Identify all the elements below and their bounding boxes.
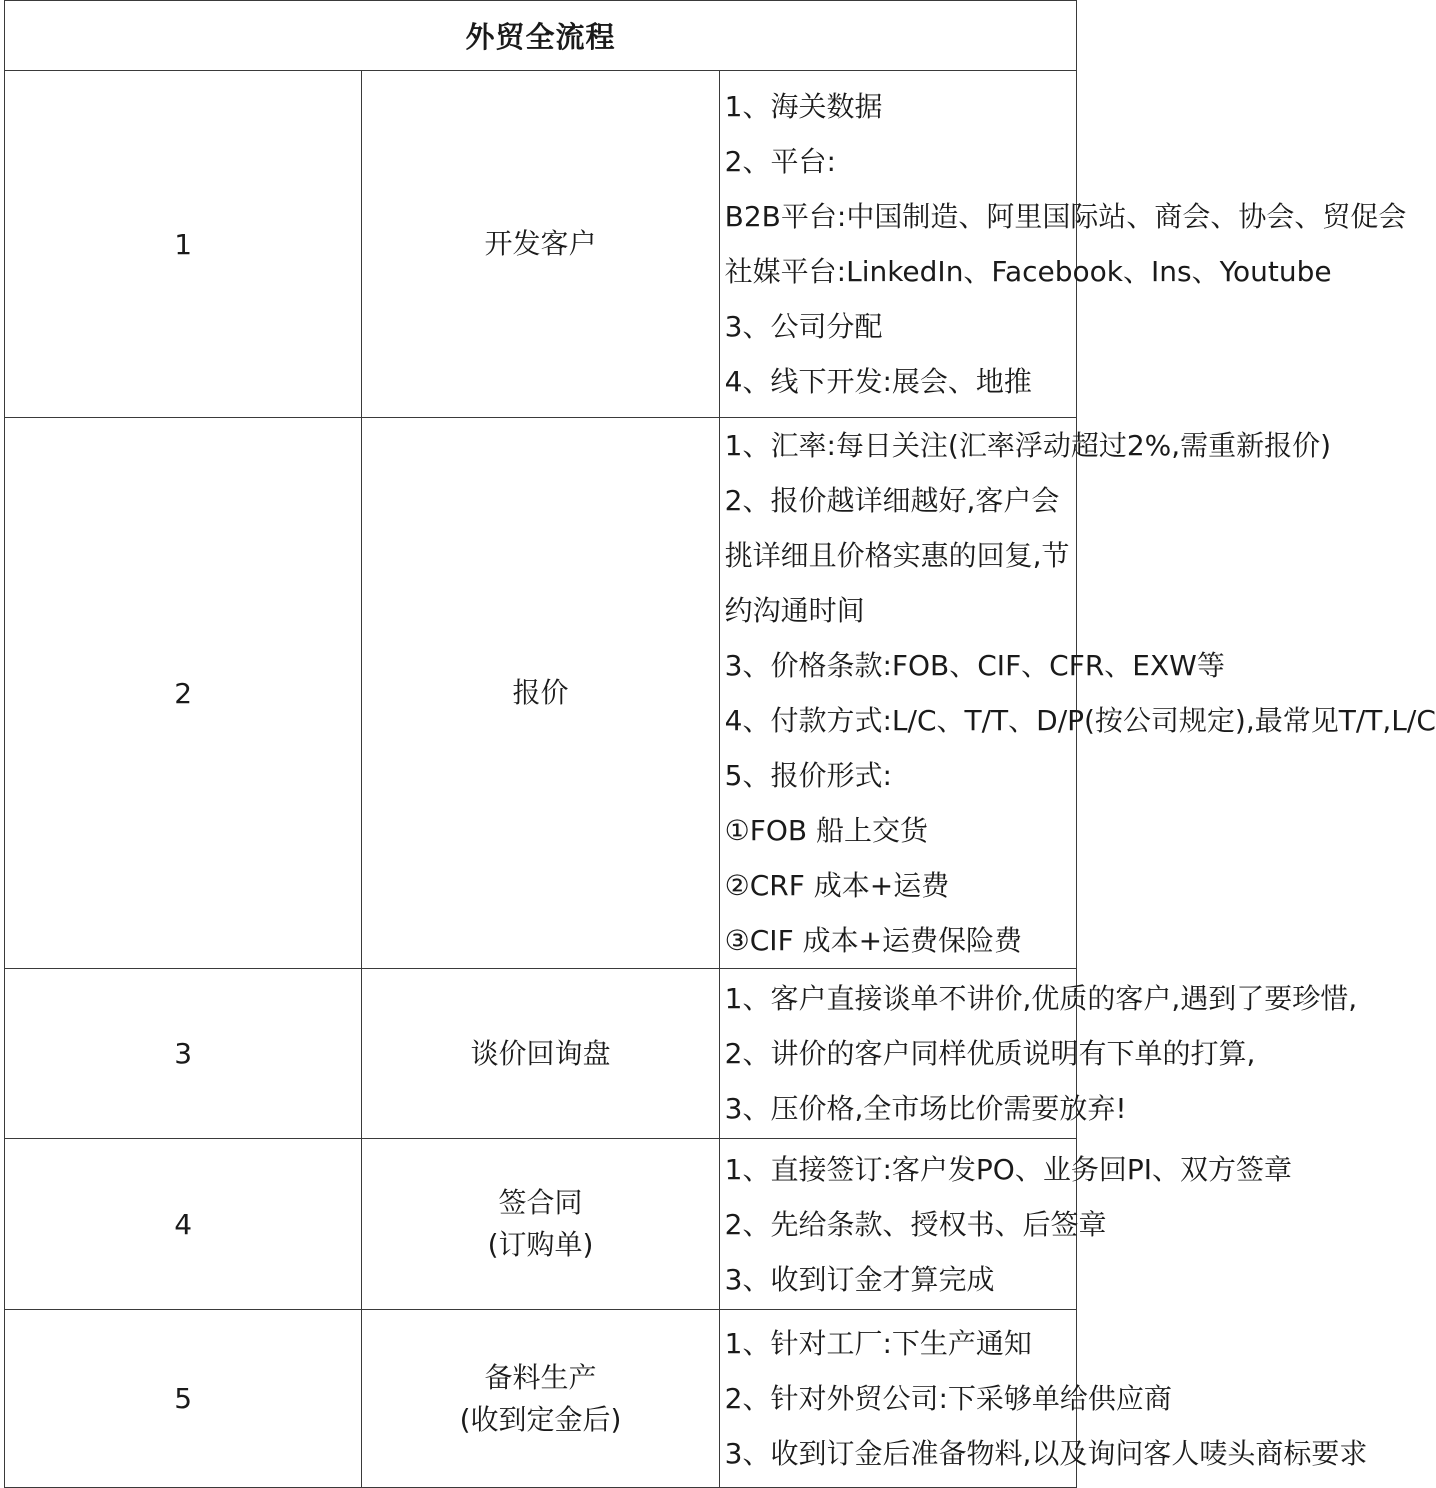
detail-line: 2、讲价的客户同样优质说明有下单的打算, xyxy=(724,1037,1256,1070)
row-number: 1 xyxy=(5,71,362,418)
detail-line: B2B平台:中国制造、阿里国际站、商会、协会、贸促会 xyxy=(724,200,1407,233)
process-table xyxy=(4,0,1436,1488)
step-name xyxy=(362,969,719,1139)
step-name xyxy=(362,1139,719,1310)
step-details xyxy=(719,71,1407,418)
detail-line: 3、价格条款:FOB、CIF、CFR、EXW等 xyxy=(724,649,1225,682)
detail-line: 1、汇率:每日关注(汇率浮动超过2%,需重新报价) xyxy=(724,429,1332,462)
step-details xyxy=(719,1139,1292,1310)
detail-line: ①FOB 船上交货 xyxy=(724,814,929,847)
step-name-line: 谈价回询盘 xyxy=(470,1036,611,1070)
detail-line: 1、直接签订:客户发PO、业务回PI、双方签章 xyxy=(724,1152,1292,1186)
table-row xyxy=(5,71,1077,418)
detail-line: 3、压价格,全市场比价需要放弃! xyxy=(724,1092,1127,1125)
detail-line: 1、客户直接谈单不讲价,优质的客户,遇到了要珍惜, xyxy=(724,982,1358,1015)
detail-line: 3、收到订金才算完成 xyxy=(724,1262,995,1296)
detail-line: 1、针对工厂:下生产通知 xyxy=(724,1327,1032,1360)
table-title: 外贸全流程 xyxy=(5,1,1077,71)
detail-line: 2、针对外贸公司:下采够单给供应商 xyxy=(724,1382,1172,1415)
step-name xyxy=(362,1310,719,1488)
step-name-line: (收到定金后) xyxy=(459,1402,622,1436)
step-name-line: 报价 xyxy=(512,676,569,709)
row-number: 5 xyxy=(5,1310,362,1488)
title-row xyxy=(5,1,1077,71)
step-name-line: (订购单) xyxy=(487,1228,594,1261)
step-details xyxy=(719,418,1436,969)
detail-line: 5、报价形式: xyxy=(724,759,892,792)
row-number: 4 xyxy=(5,1139,362,1310)
step-name xyxy=(362,418,719,969)
step-name-line: 签合同 xyxy=(498,1186,583,1219)
detail-line: 4、线下开发:展会、地推 xyxy=(724,365,1032,398)
step-name-line: 开发客户 xyxy=(484,227,597,260)
detail-line: ③CIF 成本+运费保险费 xyxy=(724,924,1023,957)
detail-line: 2、先给条款、授权书、后签章 xyxy=(724,1207,1107,1241)
row-number: 3 xyxy=(5,969,362,1139)
table-row xyxy=(5,418,1077,969)
table-row xyxy=(5,1310,1077,1488)
detail-line: 2、平台: xyxy=(724,145,836,178)
detail-line: ②CRF 成本+运费 xyxy=(724,869,950,902)
step-name xyxy=(362,71,719,418)
detail-line: 3、公司分配 xyxy=(724,310,883,343)
detail-line: 社媒平台:LinkedIn、Facebook、Ins、Youtube xyxy=(724,255,1332,288)
table-row xyxy=(5,1139,1077,1310)
process-sheet xyxy=(4,0,1436,1488)
detail-line: 3、收到订金后准备物料,以及询问客人唛头商标要求 xyxy=(724,1437,1368,1470)
step-name-line: 备料生产 xyxy=(484,1360,597,1394)
table-row xyxy=(5,969,1077,1139)
detail-line: 2、报价越详细越好,客户会挑详细且价格实惠的回复,节约沟通时间 xyxy=(724,484,1070,627)
detail-line: 4、付款方式:L/C、T/T、D/P(按公司规定),最常见T/T,L/C xyxy=(724,704,1436,737)
step-details xyxy=(719,1310,1368,1488)
step-details xyxy=(719,969,1358,1139)
row-number: 2 xyxy=(5,418,362,969)
detail-line: 1、海关数据 xyxy=(724,90,883,123)
